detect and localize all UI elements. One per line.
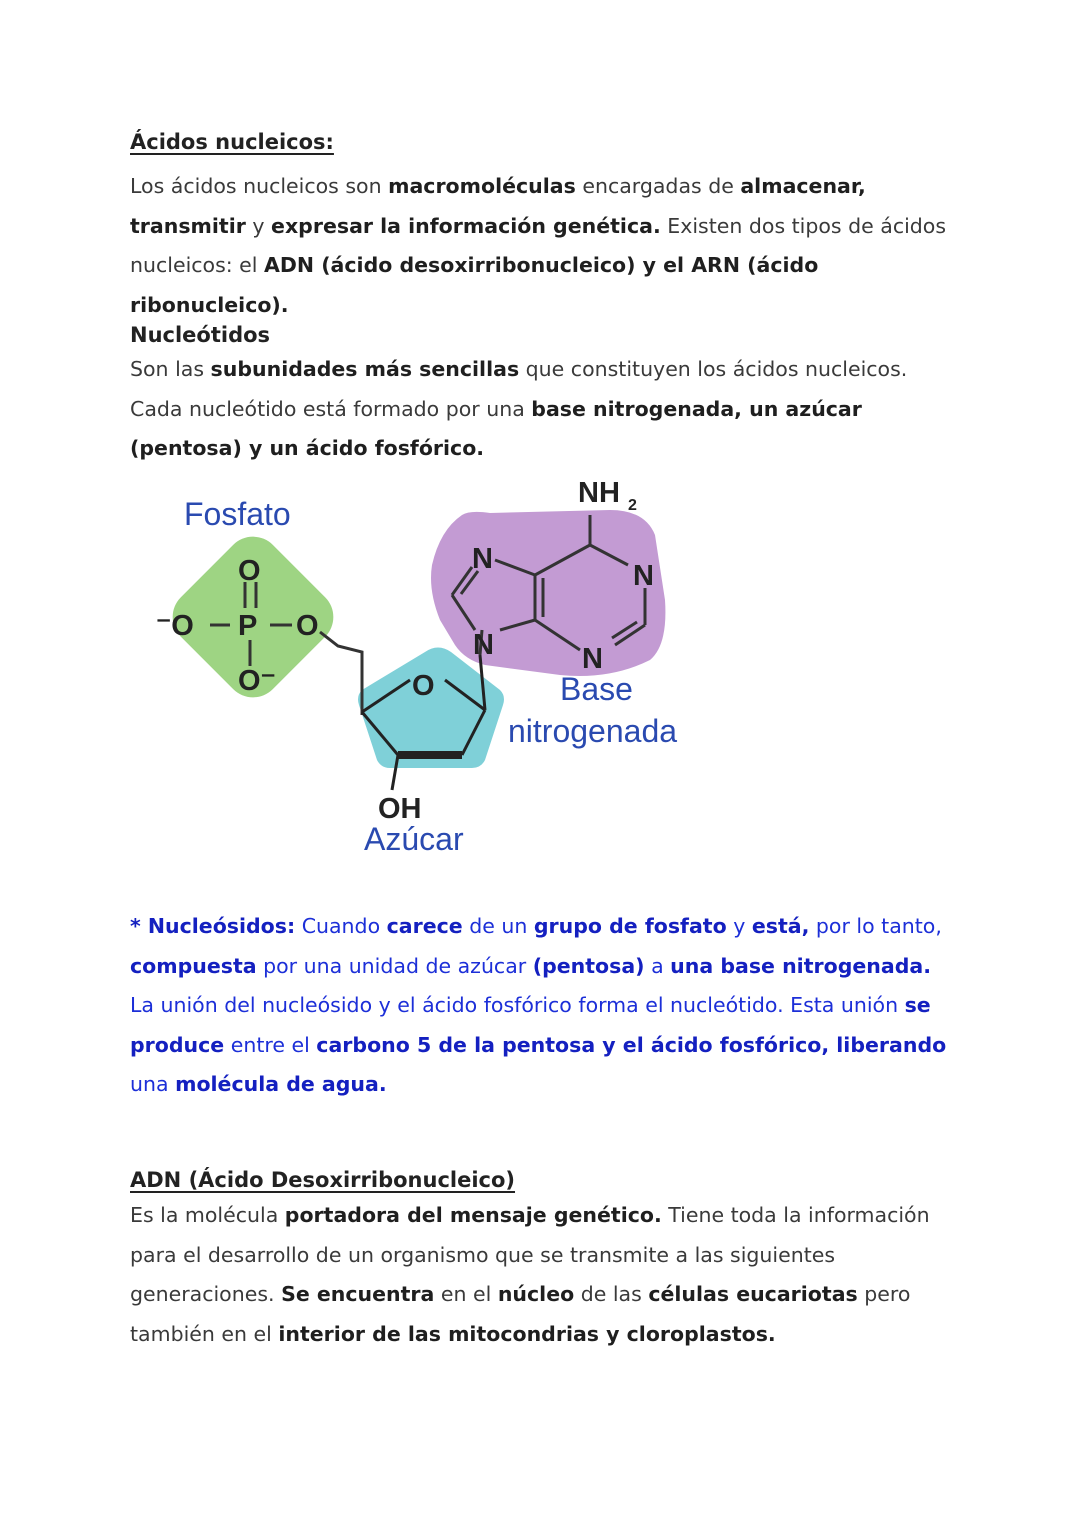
label-fosfato: Fosfato <box>184 496 291 532</box>
text: Los ácidos nucleicos son <box>130 174 389 198</box>
atom-p: P <box>238 610 258 642</box>
text: Tiene toda la información para el desarrollo de un organismo que se transmite a las siguientes generaciones. <box>130 1203 930 1306</box>
label-base: Base <box>560 671 633 707</box>
text: y <box>726 914 752 938</box>
atom-oh: OH <box>378 793 422 825</box>
section-title-acidos-nucleicos: Ácidos nucleicos: <box>130 130 334 154</box>
atom-nh2-subscript: 2 <box>628 497 637 514</box>
bold-text: se produce <box>130 993 931 1057</box>
text: por lo tanto, <box>809 914 942 938</box>
nucleotide-diagram <box>140 470 720 870</box>
bold-text: grupo de fosfato <box>533 914 727 938</box>
text: pero también en el <box>130 1282 911 1346</box>
bold-text: almacenar, transmitir <box>130 174 866 238</box>
bold-text: carbono 5 de la pentosa y el ácido fosfórico, liberando <box>316 1032 947 1057</box>
atom-nh2: NH <box>578 477 620 509</box>
bold-text: subunidades más sencillas <box>210 357 520 381</box>
atom-o-ring: O <box>412 670 435 702</box>
bold-text: núcleo <box>497 1282 575 1306</box>
bold-text: macromoléculas <box>388 174 576 198</box>
bold-text: compuesta <box>130 953 257 978</box>
bold-text: expresar la información genética. <box>271 213 661 238</box>
atom-n9: N <box>473 629 494 661</box>
bold-text: Se encuentra <box>281 1282 435 1306</box>
atom-n1: N <box>633 560 654 592</box>
atom-n3: N <box>582 643 603 675</box>
text: y <box>245 213 272 238</box>
bold-text: está, <box>751 914 810 938</box>
paragraph-nucleosidos <box>130 907 960 1105</box>
text: de las <box>574 1282 649 1306</box>
text: en el <box>434 1282 498 1306</box>
text: Existen dos tipos de ácidos nucleicos: el <box>130 213 947 277</box>
paragraph-adn <box>130 1196 960 1354</box>
text: por una unidad de azúcar <box>256 953 533 978</box>
text: Es la molécula <box>130 1203 285 1227</box>
text: entre el <box>224 1032 317 1057</box>
text: de un <box>462 914 534 938</box>
atom-o-bottom: O⁻ <box>238 665 276 697</box>
text: a <box>644 953 671 978</box>
atom-o-right: O <box>296 610 319 642</box>
text: que constituyen los ácidos nucleicos. Cada nucleótido está formado por una <box>130 357 908 421</box>
label-nitrogenada: nitrogenada <box>508 713 678 749</box>
atom-o-left: ⁻O <box>156 610 194 642</box>
text: La unión del nucleósido y el ácido fosfórico forma el nucleótido. Esta unión <box>130 993 905 1017</box>
bold-text: * Nucleósidos: <box>130 914 296 938</box>
paragraph-nucleotidos <box>130 350 960 469</box>
bold-text: portadora del mensaje genético. <box>284 1203 662 1227</box>
bold-text: ADN (ácido desoxirribonucleico) y el ARN (ácido ribonucleico). <box>130 253 819 317</box>
text: una <box>130 1072 176 1096</box>
section-title-adn: ADN (Ácido Desoxirribonucleico) <box>130 1168 516 1192</box>
text: Son las <box>130 357 211 381</box>
section-title-nucleotidos: Nucleótidos <box>130 323 271 347</box>
atom-n7: N <box>472 543 493 575</box>
base-shape <box>431 510 665 676</box>
bold-text: base nitrogenada, un azúcar (pentosa) y un ácido fosfórico. <box>130 396 862 460</box>
bold-text: molécula de agua. <box>175 1072 387 1096</box>
bold-text: células eucariotas <box>648 1282 858 1306</box>
label-azucar: Azúcar <box>364 821 464 857</box>
text: Cuando <box>295 914 387 938</box>
bold-text: carece <box>386 914 463 938</box>
bold-text: interior de las mitocondrias y cloroplastos. <box>278 1321 776 1346</box>
paragraph-acidos-nucleicos <box>130 167 960 325</box>
text: encargadas de <box>575 174 741 198</box>
bold-text: (pentosa) <box>532 953 645 978</box>
atom-o-top: O <box>238 555 261 587</box>
bold-text: una base nitrogenada. <box>670 953 931 978</box>
